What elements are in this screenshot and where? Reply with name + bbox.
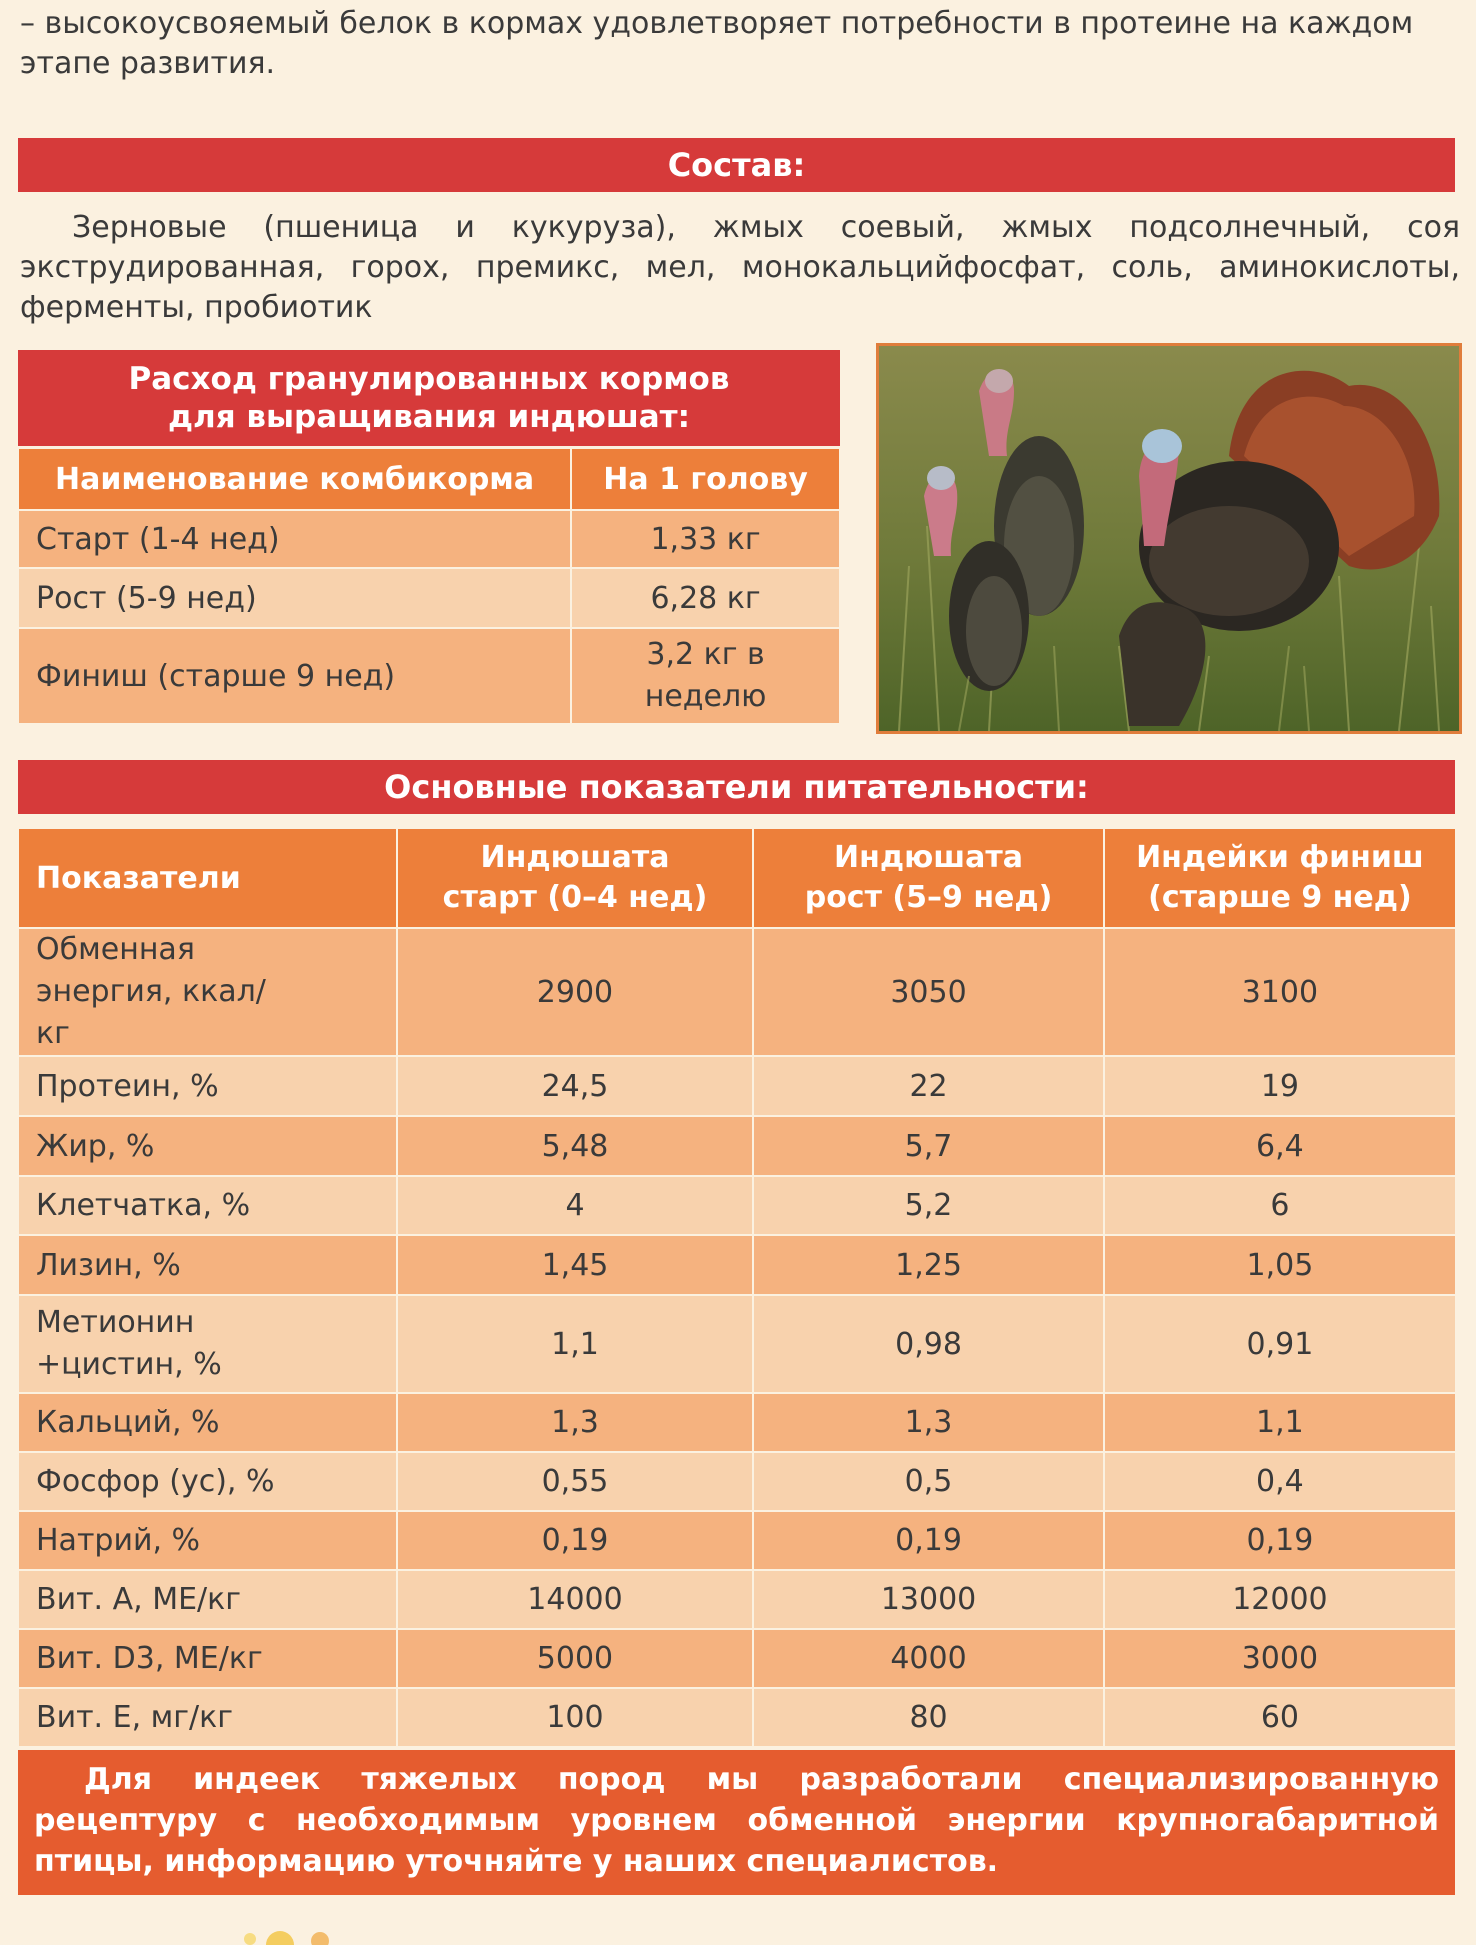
table-row [18, 1629, 1456, 1688]
table-row [18, 1235, 1456, 1295]
table-row [18, 1176, 1456, 1235]
nutrition-cell-finish: 19 [1104, 1056, 1456, 1116]
consumption-header-value: На 1 голову [571, 448, 840, 510]
nutrition-cell-finish: 1,05 [1104, 1235, 1456, 1295]
footer-note: Для индеек тяжелых пород мы разработали специализированную рецептуру с необходимым уровнем обменной энергии крупногабаритной птицы, информацию уточняйте у наших специалистов. [18, 1750, 1455, 1895]
nutrition-row-name: Лизин, % [18, 1235, 397, 1295]
nutrition-cell-finish: 6,4 [1104, 1116, 1456, 1176]
nutrition-cell-grow: 5,2 [753, 1176, 1104, 1235]
nutrition-cell-grow: 0,5 [753, 1452, 1104, 1511]
consumption-title-line2: для выращивания индюшат: [167, 399, 691, 435]
nutrition-header-grow: Индюшата рост (5–9 нед) [753, 828, 1104, 928]
nutrition-cell-finish: 12000 [1104, 1570, 1456, 1629]
table-row [18, 1295, 1456, 1393]
consumption-row-value: 1,33 кг [571, 510, 840, 568]
composition-text: Зерновые (пшеница и кукуруза), жмых соевый, жмых подсолнечный, соя экструдированная, горох, премикс, мел, монокальцийфосфат, соль, аминокислоты, ферменты, пробиотик [20, 210, 1460, 325]
nutrition-cell-start: 0,19 [397, 1511, 754, 1570]
nutrition-cell-finish: 6 [1104, 1176, 1456, 1235]
table-row [18, 1511, 1456, 1570]
nutrition-cell-grow: 5,7 [753, 1116, 1104, 1176]
table-row [18, 1688, 1456, 1747]
table-row [18, 1452, 1456, 1511]
nutrition-cell-grow: 0,98 [753, 1295, 1104, 1393]
nutrition-cell-grow: 0,19 [753, 1511, 1104, 1570]
nutrition-row-name: Жир, % [18, 1116, 397, 1176]
table-row [18, 1570, 1456, 1629]
consumption-row-name: Финиш (старше 9 нед) [18, 628, 571, 724]
nutrition-row-name: Вит. Е, мг/кг [18, 1688, 397, 1747]
intro-text: – высокоусвояемый белок в кормах удовлетворяет потребности в протеине на каждом этапе развития. [20, 6, 1414, 81]
nutrition-cell-finish: 3000 [1104, 1629, 1456, 1688]
table-row [18, 1116, 1456, 1176]
nutrition-cell-start: 1,3 [397, 1393, 754, 1452]
nutrition-row-name: Метионин +цистин, % [18, 1295, 397, 1393]
nutrition-cell-grow: 3050 [753, 928, 1104, 1056]
consumption-title-line1: Расход гранулированных кормов [128, 361, 730, 397]
nutrition-row-name: Вит. D3, МЕ/кг [18, 1629, 397, 1688]
nutrition-cell-start: 1,1 [397, 1295, 754, 1393]
nutrition-cell-start: 24,5 [397, 1056, 754, 1116]
turkeys-illustration [879, 346, 1459, 731]
nutrition-cell-start: 4 [397, 1176, 754, 1235]
nutrition-cell-finish: 60 [1104, 1688, 1456, 1747]
nutrition-cell-finish: 0,19 [1104, 1511, 1456, 1570]
table-row [18, 928, 1456, 1056]
nutrition-row-name: Кальций, % [18, 1393, 397, 1452]
table-row [18, 628, 840, 724]
nutrition-cell-finish: 1,1 [1104, 1393, 1456, 1452]
bottom-decoration [0, 1905, 1476, 1945]
nutrition-cell-grow: 13000 [753, 1570, 1104, 1629]
nutrition-cell-grow: 22 [753, 1056, 1104, 1116]
table-row [18, 510, 840, 568]
nutrition-cell-grow: 80 [753, 1688, 1104, 1747]
nutrition-row-name: Обменная энергия, ккал/кг [18, 928, 397, 1056]
consumption-row-name: Рост (5-9 нед) [18, 568, 571, 628]
consumption-header-name: Наименование комбикорма [18, 448, 571, 510]
nutrition-cell-start: 0,55 [397, 1452, 754, 1511]
consumption-row-name: Старт (1-4 нед) [18, 510, 571, 568]
nutrition-row-name: Вит. А, МЕ/кг [18, 1570, 397, 1629]
nutrition-row-name: Фосфор (ус), % [18, 1452, 397, 1511]
consumption-table [17, 447, 841, 725]
nutrition-header-start: Индюшата старт (0–4 нед) [397, 828, 754, 928]
table-row [18, 568, 840, 628]
nutrition-cell-grow: 1,25 [753, 1235, 1104, 1295]
nutrition-cell-finish: 0,4 [1104, 1452, 1456, 1511]
consumption-title [18, 350, 840, 446]
nutrition-cell-start: 5,48 [397, 1116, 754, 1176]
nutrition-cell-grow: 1,3 [753, 1393, 1104, 1452]
nutrition-row-name: Натрий, % [18, 1511, 397, 1570]
nutrition-cell-start: 5000 [397, 1629, 754, 1688]
nutrition-table [17, 827, 1457, 1748]
nutrition-cell-start: 1,45 [397, 1235, 754, 1295]
turkeys-photo [876, 343, 1462, 734]
composition-title: Состав: [18, 138, 1455, 192]
nutrition-header-indicator: Показатели [18, 828, 397, 928]
nutrition-cell-finish: 3100 [1104, 928, 1456, 1056]
consumption-row-value: 3,2 кг в неделю [571, 628, 840, 724]
table-row [18, 1393, 1456, 1452]
nutrition-cell-start: 2900 [397, 928, 754, 1056]
nutrition-header-finish: Индейки финиш (старше 9 нед) [1104, 828, 1456, 928]
nutrition-cell-start: 100 [397, 1688, 754, 1747]
consumption-row-value: 6,28 кг [571, 568, 840, 628]
nutrition-cell-finish: 0,91 [1104, 1295, 1456, 1393]
nutrition-title: Основные показатели питательности: [18, 760, 1455, 814]
table-row [18, 1056, 1456, 1116]
nutrition-row-name: Протеин, % [18, 1056, 397, 1116]
nutrition-cell-grow: 4000 [753, 1629, 1104, 1688]
nutrition-cell-start: 14000 [397, 1570, 754, 1629]
nutrition-row-name: Клетчатка, % [18, 1176, 397, 1235]
